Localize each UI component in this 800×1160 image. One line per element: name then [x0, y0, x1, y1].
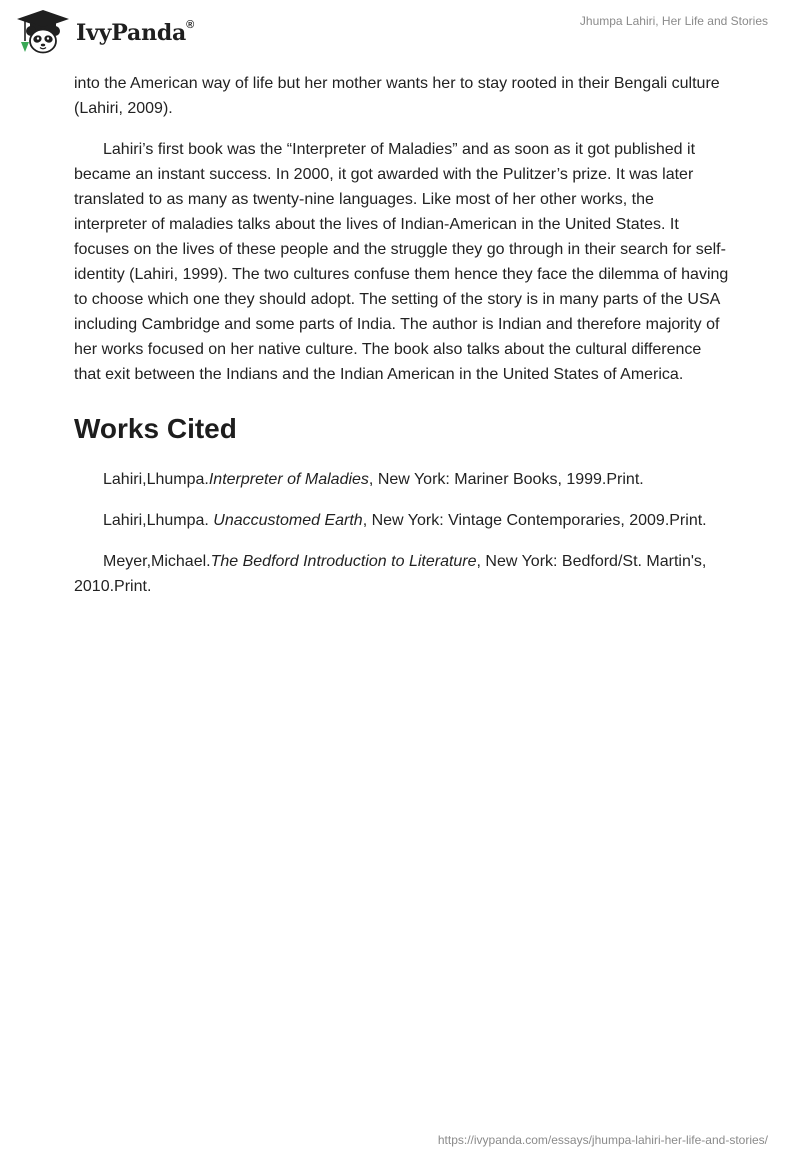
citation-title: The Bedford Introduction to Literature [210, 553, 477, 570]
works-cited-heading: Works Cited [74, 413, 237, 444]
ivypanda-logo[interactable] [14, 8, 194, 56]
citation-details: , New York: Bedford/St. Martin's, 2010.Print. [74, 553, 707, 595]
citation-title: Unaccustomed Earth [213, 512, 363, 529]
citation-entry [74, 467, 730, 492]
registered-mark: ® [186, 18, 195, 31]
body-paragraph: into the American way of life but her mother wants her to stay rooted in their Bengali culture (Lahiri, 2009). [74, 75, 720, 117]
panda-graduation-cap-icon [14, 8, 72, 56]
works-cited-list [74, 467, 730, 599]
citation-entry [74, 508, 730, 533]
running-title: Jhumpa Lahiri, Her Life and Stories [579, 14, 768, 28]
citation-details: , New York: Vintage Contemporaries, 2009.Print. [362, 512, 707, 529]
citation-details: , New York: Mariner Books, 1999.Print. [368, 471, 644, 488]
citation-author: Meyer,Michael. [103, 553, 211, 570]
citation-title: Interpreter of Maladies [208, 471, 369, 488]
citation-author: Lahiri,Lhumpa. [103, 471, 209, 488]
essay-content [74, 71, 730, 615]
brand-name [76, 20, 194, 46]
page-header [0, 0, 800, 66]
brand-name-text: IvyPanda [76, 20, 187, 46]
citation-author: Lahiri,Lhumpa. [103, 512, 214, 529]
citation-entry [74, 549, 730, 599]
source-url[interactable]: https://ivypanda.com/essays/jhumpa-lahiri-her-life-and-stories/ [437, 1133, 768, 1147]
body-paragraph: Lahiri’s first book was the “Interpreter of Maladies” and as soon as it got published it became an instant success. In 2000, it got awarded with the Pulitzer’s prize. It was later translated to as many as twenty-nine languages. Like most of her other works, the interpreter of maladies talks about the lives of Indian-American in the United States. It focuses on the lives of these people and the struggle they go through in their search for self-identity (Lahiri, 1999). The two cultures confuse them hence they face the dilemma of having to choose which one they should adopt. The setting of the story is in many parts of the USA including Cambridge and some parts of India. The author is Indian and therefore majority of her works focused on her native culture. The book also talks about the cultural difference that exit between the Indians and the Indian American in the United States of America. [74, 141, 729, 383]
